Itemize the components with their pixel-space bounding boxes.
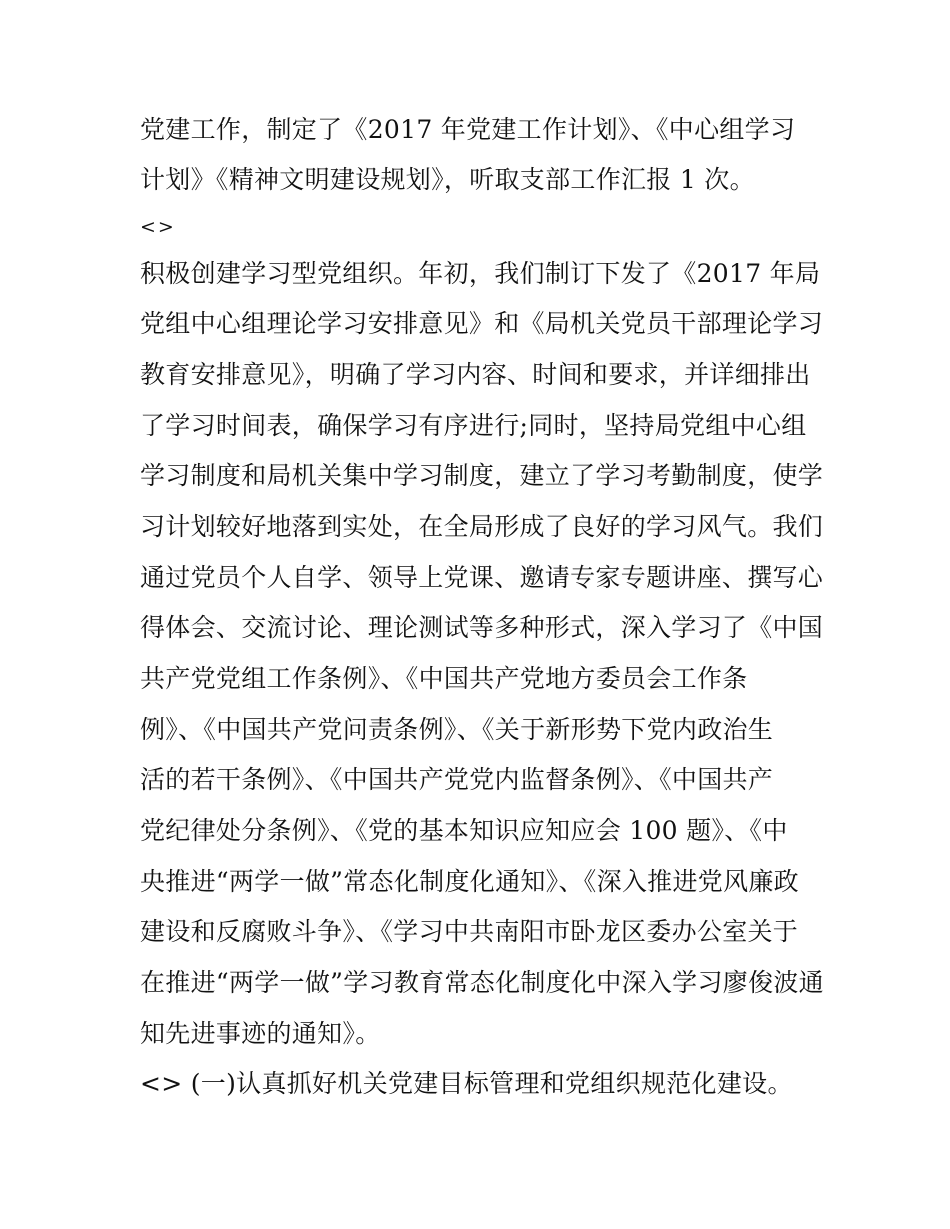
- text-line: 例》、《中国共产党问责条例》、《关于新形势下党内政治生: [140, 715, 774, 744]
- text-line: 央推进“两学一做”常态化制度化通知》、《深入推进党风廉政: [140, 867, 799, 896]
- text-line: 党组中心组理论学习安排意见》和《局机关党员干部理论学习: [140, 309, 824, 338]
- text-line: 得体会、交流讨论、理论测试等多种形式，深入学习了《中国: [140, 613, 824, 642]
- text-line: 积极创建学习型党组织。年初，我们制订下发了《2017 年局: [140, 259, 821, 288]
- text-line: 活的若干条例》、《中国共产党党内监督条例》、《中国共产: [140, 765, 774, 794]
- text-line: 通过党员个人自学、领导上党课、邀请专家专题讲座、撰写心: [140, 563, 824, 592]
- text-line: 知先进事迹的通知》。: [140, 1019, 381, 1048]
- text-line: 习计划较好地落到实处，在全局形成了良好的学习风气。我们: [140, 512, 824, 541]
- text-line: 党纪律处分条例》、《党的基本知识应知应会 100 题》、《中: [140, 816, 788, 845]
- text-line: 教育安排意见》，明确了学习内容、时间和要求，并详细排出: [140, 360, 811, 389]
- text-line: 学习制度和局机关集中学习制度，建立了学习考勤制度，使学: [140, 461, 824, 490]
- text-line: 党建工作，制定了《2017 年党建工作计划》、《中心组学习: [140, 115, 796, 144]
- section-heading: <> (一)认真抓好机关党建目标管理和党组织规范化建设。: [140, 1069, 793, 1098]
- section-marker: <>: [140, 216, 176, 238]
- text-line: 了学习时间表，确保学习有序进行;同时，坚持局党组中心组: [140, 411, 807, 440]
- text-line: 计划》《精神文明建设规划》，听取支部工作汇报 1 次。: [140, 165, 755, 194]
- text-line: 在推进“两学一做”学习教育常态化制度化中深入学习廖俊波通: [140, 968, 824, 997]
- text-line: 建设和反腐败斗争》、《学习中共南阳市卧龙区委办公室关于: [140, 917, 799, 946]
- text-line: 共产党党组工作条例》、《中国共产党地方委员会工作条: [140, 664, 748, 693]
